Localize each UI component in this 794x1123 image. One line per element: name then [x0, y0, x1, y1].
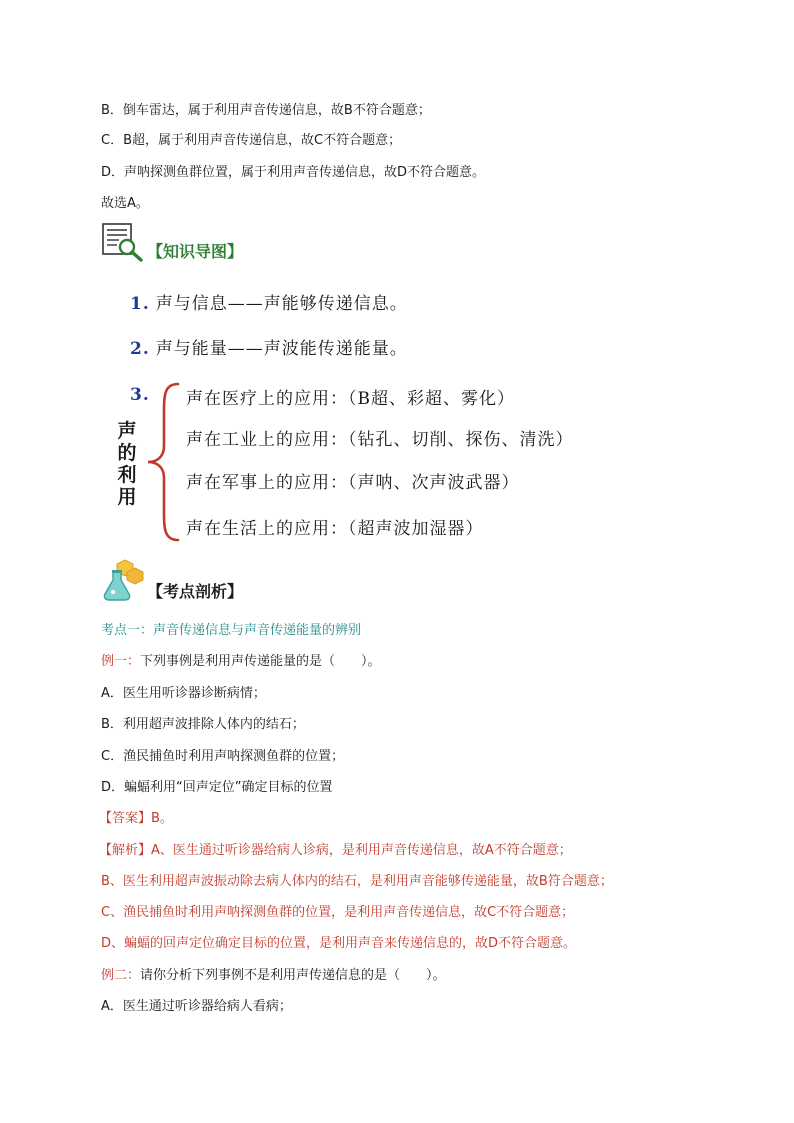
knowledge-line-2 [130, 334, 408, 359]
analysis-header [101, 558, 243, 602]
explanation-line-a [99, 842, 572, 860]
knowledge-map-header [101, 222, 243, 262]
example-1-question [101, 653, 381, 671]
flask-icon [101, 558, 145, 602]
knowledge-map-title: 【知识导图】 [147, 242, 244, 261]
knowledge-line-1 [130, 289, 408, 314]
sound-usage-char-3: 利 [117, 464, 137, 486]
knowledge-line-2-text: 声与能量——声波能传递能量。 [155, 339, 408, 359]
explanation-line-d: D、蝙蝠的回声定位确定目标的位置，是利用声音来传递信息的，故D不符合题意。 [101, 936, 577, 951]
example-1-option-b: B．利用超声波排除人体内的结石； [101, 717, 305, 732]
example-1-question-text: 下列事例是利用声传递能量的是（ ）。 [140, 654, 381, 669]
sound-usage-char-4: 用 [117, 486, 137, 508]
application-medical: 声在医疗上的应用：（B超、彩超、雾化） [186, 389, 515, 409]
application-daily-life: 声在生活上的应用：（超声波加湿器） [186, 519, 484, 539]
example-1-option-d: D．蝙蝠利用“回声定位”确定目标的位置 [101, 780, 333, 795]
explanation-text-a: A、医生通过听诊器给病人诊病，是利用声音传递信息，故A不符合题意； [151, 843, 572, 858]
example-2-label: 例二： [101, 968, 141, 983]
application-industry: 声在工业上的应用：（钻孔、切削、探伤、清洗） [186, 430, 574, 450]
knowledge-line-3-number-text: 3. [130, 385, 150, 405]
topic-1-heading: 考点一：声音传递信息与声音传递能量的辨别 [101, 623, 362, 638]
explanation-line-c: C、渔民捕鱼时利用声呐探测鱼群的位置，是利用声音传递信息，故C不符合题意； [101, 905, 575, 920]
prev-option-b: B．倒车雷达，属于利用声音传递信息，故B不符合题意； [101, 103, 431, 118]
example-1-answer [99, 810, 173, 828]
analysis-title: 【考点剖析】 [147, 582, 244, 601]
sound-usage-label [116, 420, 138, 508]
sound-usage-char-1: 声 [117, 420, 137, 442]
knowledge-line-1-number: 1. [130, 294, 150, 314]
example-2-question [101, 967, 446, 985]
knowledge-line-2-number: 2. [130, 339, 150, 359]
knowledge-line-1-text: 声与信息——声能够传递信息。 [155, 294, 408, 314]
example-1-option-c: C．渔民捕鱼时利用声呐探测鱼群的位置； [101, 749, 345, 764]
prev-option-c: C．B超，属于利用声音传递信息，故C不符合题意； [101, 133, 402, 148]
curly-brace [144, 380, 184, 544]
answer-value: B。 [151, 811, 173, 826]
explanation-line-b: B、医生利用超声波振动除去病人体内的结石，是利用声音能够传递能量，故B符合题意； [101, 874, 613, 889]
prev-answer: 故选A。 [101, 196, 149, 211]
example-2-question-text: 请你分析下列事例不是利用声传递信息的是（ ）。 [140, 968, 446, 983]
document-magnifier-icon [101, 222, 145, 262]
explanation-label: 【解析】 [99, 843, 152, 858]
example-2-option-a: A．医生通过听诊器给病人看病； [101, 999, 292, 1014]
application-military: 声在军事上的应用：（声呐、次声波武器） [186, 473, 520, 493]
example-1-option-a: A．医生用听诊器诊断病情； [101, 686, 266, 701]
prev-option-d: D．声呐探测鱼群位置，属于利用声音传递信息，故D不符合题意。 [101, 165, 486, 180]
answer-label: 【答案】 [99, 811, 152, 826]
example-1-label: 例一： [101, 654, 141, 669]
sound-usage-char-2: 的 [117, 442, 137, 464]
